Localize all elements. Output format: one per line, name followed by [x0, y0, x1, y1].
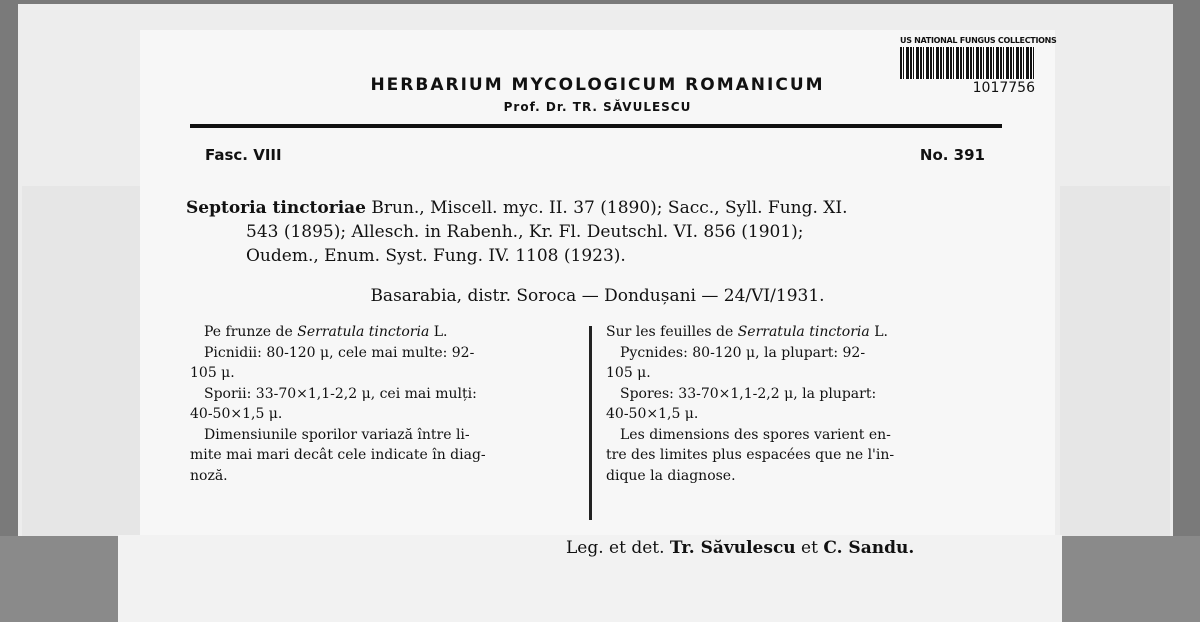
description-french — [606, 322, 986, 486]
host-line-ro — [190, 322, 570, 343]
desc-fr-line-5: 40-50×1,5 μ. — [606, 406, 699, 422]
collector-name-1: Tr. Săvulescu — [669, 538, 796, 558]
locality: Basarabia, distr. Soroca — Dondușani — 24/VI/1931. — [370, 286, 825, 306]
background-right — [1062, 536, 1200, 622]
collector-middle: et — [795, 538, 824, 558]
herbarium-title: HERBARIUM MYCOLOGICUM ROMANICUM — [370, 75, 825, 95]
desc-fr-line-2: Pycnides: 80-120 μ, la plupart: 92- — [620, 344, 866, 361]
desc-ro-line-4: Sporii: 33-70×1,1-2,2 μ, cei mai mulți: — [204, 385, 477, 402]
desc-fr-line-3: 105 μ. — [606, 365, 651, 381]
citation-line-1: Brun., Miscell. myc. II. 37 (1890); Sacc., Syll. Fung. XI. — [365, 198, 848, 218]
barcode-institution: US NATIONAL FUNGUS COLLECTIONS — [900, 36, 1057, 45]
fascicle-number: Fasc. VIII — [205, 146, 282, 164]
desc-fr-line-8: dique la diagnose. — [606, 467, 736, 484]
species-name: Septoria tinctoriae — [186, 198, 366, 218]
host-suffix-ro: L. — [429, 324, 448, 340]
desc-ro-line-5: 40-50×1,5 μ. — [190, 406, 283, 422]
host-line-fr — [606, 322, 986, 343]
desc-ro-line-3: 105 μ. — [190, 365, 235, 381]
barcode-number: 1017756 — [972, 80, 1035, 96]
host-name-ro: Serratula tinctoria — [297, 324, 430, 340]
desc-ro-line-2: Picnidii: 80-120 μ, cele mai multe: 92- — [204, 344, 475, 361]
collector-prefix: Leg. et det. — [566, 538, 670, 558]
desc-ro-line-8: noză. — [190, 467, 228, 484]
host-suffix-fr: L. — [869, 324, 888, 340]
collector-line — [566, 538, 914, 558]
citation-line-3: Oudem., Enum. Syst. Fung. IV. 1108 (1923). — [246, 246, 626, 266]
collector-name-2: C. Sandu. — [823, 538, 915, 558]
column-divider — [589, 326, 592, 520]
envelope-flap-right — [1060, 186, 1170, 536]
species-citation — [186, 196, 1006, 268]
host-name-fr: Serratula tinctoria — [737, 324, 870, 340]
desc-ro-line-6: Dimensiunile sporilor variază între li- — [204, 426, 470, 443]
host-prefix-fr: Sur les feuilles de — [606, 324, 738, 340]
barcode-image — [900, 47, 1035, 79]
citation-line-2: 543 (1895); Allesch. in Rabenh., Kr. Fl. Deutschl. VI. 856 (1901); — [246, 222, 804, 242]
desc-fr-line-7: tre des limites plus espacées que ne l'in- — [606, 447, 895, 463]
barcode-label — [900, 36, 1057, 106]
specimen-number: No. 391 — [919, 146, 985, 164]
desc-fr-line-4: Spores: 33-70×1,1-2,2 μ, la plupart: — [620, 385, 877, 402]
header-rule — [190, 124, 1002, 128]
herbarium-subtitle: Prof. Dr. TR. SĂVULESCU — [503, 100, 692, 114]
desc-ro-line-7: mite mai mari decât cele indicate în diag- — [190, 447, 486, 463]
background-left — [0, 536, 118, 622]
description-romanian — [190, 322, 570, 486]
desc-fr-line-6: Les dimensions des spores varient en- — [620, 426, 891, 443]
envelope-flap-left — [22, 186, 142, 536]
host-prefix-ro: Pe frunze de — [204, 324, 298, 340]
